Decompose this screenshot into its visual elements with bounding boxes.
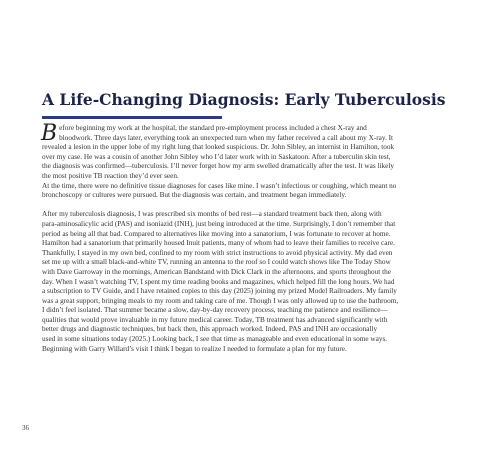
paragraph-1-line: the diagnosis was confirmed—tuberculosis. I’ll never forget how my arm swelled dramatically after the test. It was likely xyxy=(42,162,394,171)
body-text xyxy=(41,121,456,354)
paragraph-1-line: bronchoscopy or cultures were pursued. But the diagnosis was certain, and treatment began immediately. xyxy=(42,191,347,200)
paragraph-2-line: was a great support, bringing meals to my room and taking care of me. Though I was only allowed up to use the bathroom, xyxy=(42,296,399,305)
paragraph-2-line: Hamilton had a sanatorium that primarily housed Inuit patients, many of whom had to leave their families to receive care. xyxy=(42,239,395,248)
paragraph-2-line: period as being all that bad. Compared to alternatives like moving into a sanatorium, I was fortunate to recover at home. xyxy=(42,229,391,238)
chapter-title: A Life-Changing Diagnosis: Early Tuberculosis xyxy=(42,90,446,109)
paragraph-1-line: over my case. He was a cousin of another John Sibley who I’d later work with in Saskatoon. After a tuberculin skin test, xyxy=(42,152,391,161)
paragraph-2-line: used in some situations today (2025.) Looking back, I see that time as manageable and even educational in some ways. xyxy=(42,335,388,344)
paragraph-2-line: qualities that would prove invaluable in my future medical career. Today, TB treatment has advanced significantly with xyxy=(42,315,388,324)
paragraph-1 xyxy=(41,121,456,201)
drop-cap: B xyxy=(41,121,58,146)
paragraph-1-line: At the time, there were no definitive tissue diagnoses for cases like mine. I wasn’t infectious or coughing, which meant no xyxy=(42,181,397,190)
paragraph-gap xyxy=(42,201,456,211)
title-underline xyxy=(42,116,222,119)
page-number: 36 xyxy=(22,424,29,432)
paragraph-1-line: revealed a lesion in the upper lobe of my right lung that looked suspicious. Dr. John Sibley, an internist in Hamilton, took xyxy=(42,143,395,152)
paragraph-1-line: the most positive TB reaction they’d ever seen. xyxy=(42,171,179,180)
paragraph-2-line: After my tuberculosis diagnosis, I was prescribed six months of bed rest—a standard treatment back then, along with xyxy=(42,210,382,219)
paragraph-2-line: Beginning with Garry Willard’s visit I think I began to realize I needed to formulate a plan for my future. xyxy=(42,344,347,353)
paragraph-2 xyxy=(42,210,456,354)
paragraph-2-line: Thankfully, I stayed in my own bed, confined to my room with strict instructions to avoid physical activity. My dad even xyxy=(42,248,393,257)
paragraph-2-line: a subscription to TV Guide, and I have retained copies to this day (2025) joining my prized Model Railroaders. My family xyxy=(42,287,397,296)
paragraph-2-line: set me up with a small black-and-white TV, running an antenna to the roof so I could watch shows like The Today Show xyxy=(42,258,391,267)
paragraph-2-line: better drugs and diagnostic techniques, but back then, this approach worked. Indeed, PAS and INH are occasionally xyxy=(42,325,378,334)
paragraph-2-line: para-aminosalicylic acid (PAS) and isoniazid (INH), just being introduced at the time. Surprisingly, I don’t remember that xyxy=(42,219,396,228)
paragraph-2-line: with Dave Garroway in the mornings, American Bandstand with Dick Clark in the afternoons, and sports throughout the xyxy=(42,267,391,276)
paragraph-2-line: I didn’t feel isolated. That summer became a slow, day-by-day recovery process, teaching me patience and resilience— xyxy=(42,306,388,315)
paragraph-1-line: efore beginning my work at the hospital, the standard pre-employment process included a chest X-ray and xyxy=(59,124,367,132)
paragraph-2-line: day. When I wasn’t watching TV, I spent my time reading books and magazines, which helped fill the long hours. We had xyxy=(42,277,395,286)
paragraph-1-line: bloodwork. Three days later, everything took an unexpected turn when my father received a call about my X-ray. It xyxy=(59,133,394,142)
